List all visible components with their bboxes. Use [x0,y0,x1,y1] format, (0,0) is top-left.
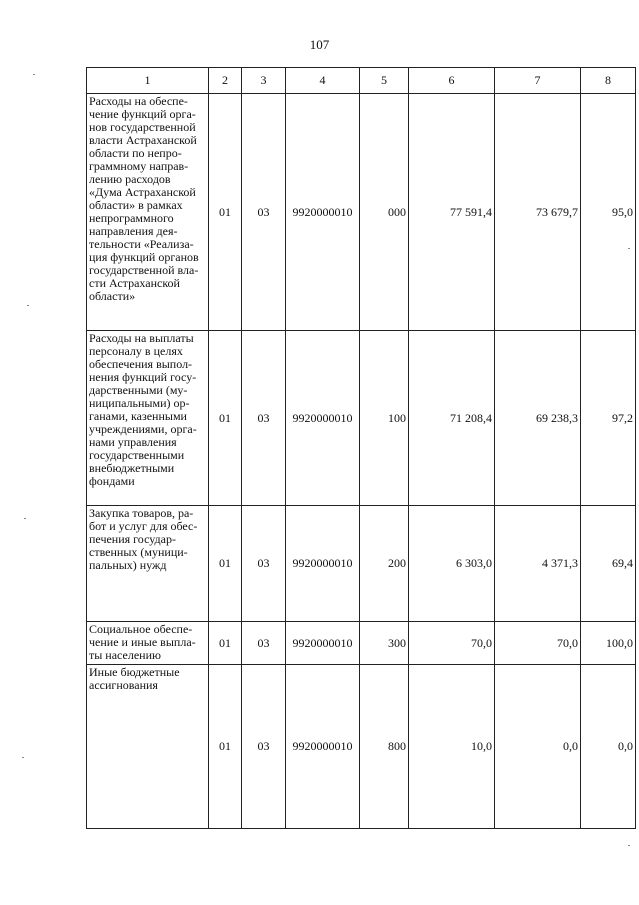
section-code: 01 [209,622,242,665]
table-row [87,665,636,829]
section-code: 01 [209,506,242,622]
column-header: 2 [209,68,242,94]
column-header: 7 [495,68,581,94]
scan-mark [628,845,630,846]
expense-type-code: 200 [360,506,409,622]
actual-amount: 70,0 [495,622,581,665]
expense-type-code: 300 [360,622,409,665]
column-header: 6 [409,68,495,94]
actual-amount: 69 238,3 [495,331,581,506]
scan-mark [628,248,630,249]
budget-table [86,67,636,829]
execution-percent: 0,0 [581,665,636,829]
target-article-code: 9920000010 [286,665,360,829]
execution-percent: 97,2 [581,331,636,506]
planned-amount: 6 303,0 [409,506,495,622]
section-code: 01 [209,331,242,506]
execution-percent: 95,0 [581,94,636,331]
execution-percent: 100,0 [581,622,636,665]
planned-amount: 70,0 [409,622,495,665]
column-header: 1 [87,68,209,94]
scan-mark [27,305,29,306]
target-article-code: 9920000010 [286,331,360,506]
actual-amount: 0,0 [495,665,581,829]
actual-amount: 4 371,3 [495,506,581,622]
subsection-code: 03 [242,622,286,665]
target-article-code: 9920000010 [286,506,360,622]
expense-type-code: 100 [360,331,409,506]
table-row [87,331,636,506]
row-name: Иные бюджетные ассигнования [87,665,209,829]
subsection-code: 03 [242,665,286,829]
column-header: 3 [242,68,286,94]
column-header: 5 [360,68,409,94]
scan-mark [33,74,35,75]
target-article-code: 9920000010 [286,94,360,331]
expense-type-code: 000 [360,94,409,331]
table-row [87,506,636,622]
header-row [87,68,636,94]
section-code: 01 [209,665,242,829]
row-name: Закупка товаров, ра-бот и услуг для обес-печения государ-ственных (муници-пальных) нужд [87,506,209,622]
planned-amount: 77 591,4 [409,94,495,331]
row-name: Расходы на выплаты персоналу в целях обеспечения выпол-нения функций госу-дарственными (му-ниципальными) ор-ганами, казенными учреждениями, орга-нами управления государственными внебюджетными фондами [87,331,209,506]
planned-amount: 10,0 [409,665,495,829]
expense-type-code: 800 [360,665,409,829]
planned-amount: 71 208,4 [409,331,495,506]
subsection-code: 03 [242,506,286,622]
subsection-code: 03 [242,331,286,506]
scan-mark [22,757,24,758]
row-name: Социальное обеспе-чение и иные выпла-ты населению [87,622,209,665]
section-code: 01 [209,94,242,331]
table-row [87,94,636,331]
target-article-code: 9920000010 [286,622,360,665]
subsection-code: 03 [242,94,286,331]
column-header: 8 [581,68,636,94]
page-number: 107 [309,37,330,52]
column-header: 4 [286,68,360,94]
execution-percent: 69,4 [581,506,636,622]
row-name: Расходы на обеспе-чение функций орга-нов государственной власти Астраханской области по непро-граммному направ-лению расходов «Дума Астраханской области» в рамках непрограммного направления дея-тельности «Реализа-ция функций органов государственной вла-сти Астраханской области» [87,94,209,331]
table-row [87,622,636,665]
scan-mark [24,518,26,519]
actual-amount: 73 679,7 [495,94,581,331]
